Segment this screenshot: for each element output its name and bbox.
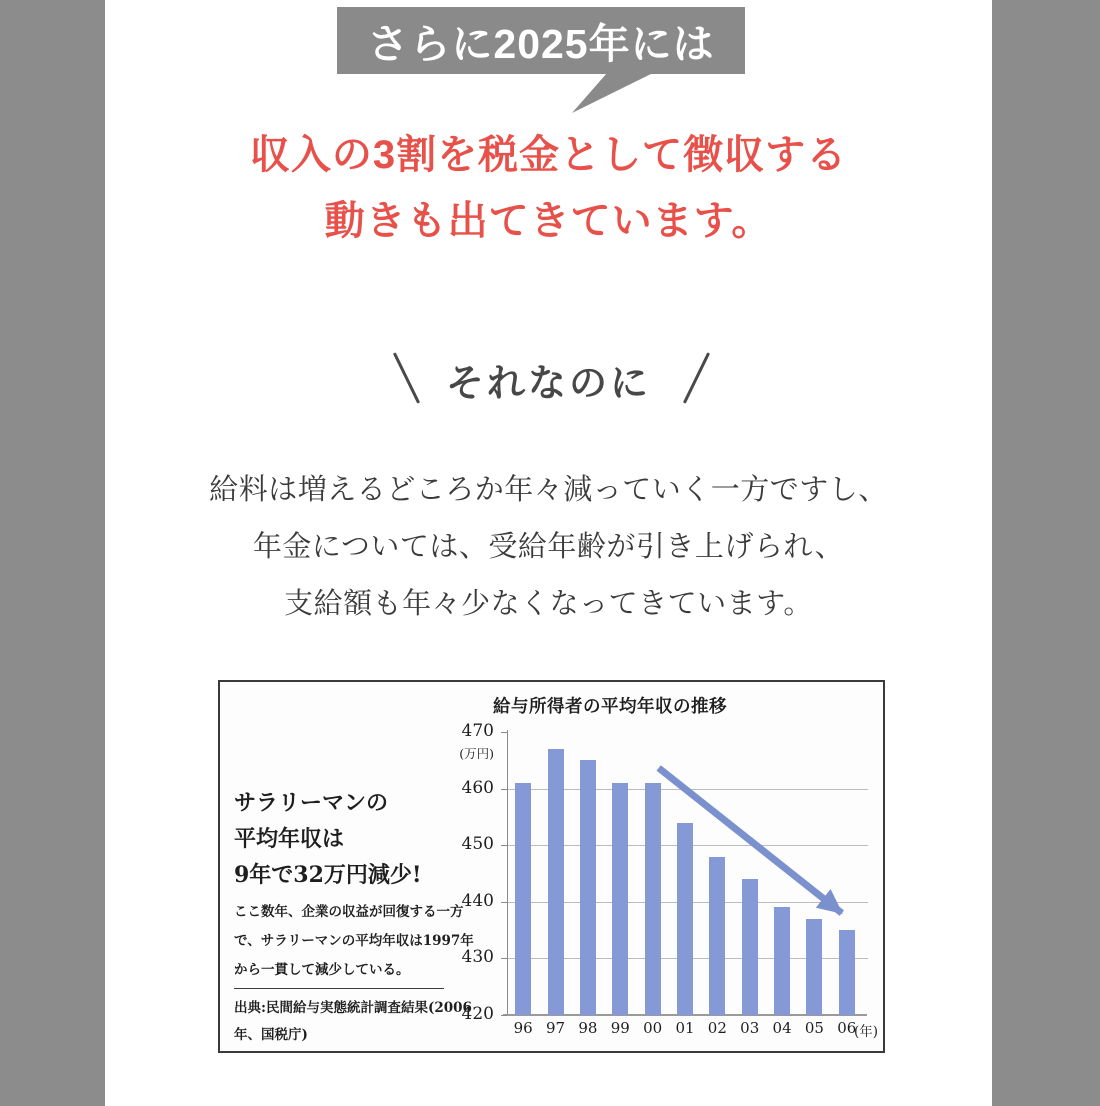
content-area xyxy=(105,0,992,1106)
x-tick-label-01: 01 xyxy=(675,1019,695,1037)
bar-00 xyxy=(645,783,661,1015)
bar-98 xyxy=(580,760,596,1015)
clipping-headline-line-1: サラリーマンの xyxy=(234,790,389,816)
y-tick-mark-430 xyxy=(501,958,507,959)
bar-06 xyxy=(839,930,855,1015)
y-tick-label-450: 450 xyxy=(461,834,494,855)
y-tick-label-440: 440 xyxy=(461,890,494,911)
bar-96 xyxy=(515,783,531,1015)
clipping-headline-line-3: 9年で32万円減少! xyxy=(234,862,422,888)
interjection-text: それなのに xyxy=(445,363,651,405)
red-heading xyxy=(105,122,992,254)
chart-title: 給与所得者の平均年収の推移 xyxy=(493,697,727,717)
speech-bubble xyxy=(337,7,745,74)
x-tick-label-96: 96 xyxy=(513,1019,533,1037)
clipping-headline xyxy=(234,785,422,893)
red-heading-line-2: 動きも出てきています。 xyxy=(324,199,773,243)
clipping-source-line-2: 年、国税庁) xyxy=(234,1027,308,1043)
x-tick-label-97: 97 xyxy=(545,1019,566,1037)
clipping-body xyxy=(234,898,474,985)
x-tick-label-00: 00 xyxy=(643,1019,663,1037)
x-tick-label-03: 03 xyxy=(740,1019,760,1037)
clipping-divider xyxy=(234,988,444,989)
x-tick-label-98: 98 xyxy=(578,1019,598,1037)
y-tick-label-460: 460 xyxy=(461,777,494,798)
bar-04 xyxy=(774,907,790,1015)
y-tick-mark-420 xyxy=(501,1015,507,1016)
clipping-body-line-1: ここ数年、企業の収益が回復する一方 xyxy=(234,904,464,920)
x-tick-label-02: 02 xyxy=(707,1019,727,1037)
salary-chart-figure xyxy=(218,680,885,1053)
y-tick-mark-450 xyxy=(501,845,507,846)
x-tick-label-06: 06 xyxy=(837,1019,857,1037)
bar-97 xyxy=(548,749,564,1015)
left-gray-sidebar xyxy=(0,0,105,1106)
bar-03 xyxy=(742,879,758,1015)
y-tick-label-470: 470 xyxy=(461,721,494,741)
interjection-section xyxy=(105,348,992,412)
red-heading-line-1: 収入の3割を税金として徴収する xyxy=(249,133,848,177)
y-tick-mark-440 xyxy=(501,902,507,903)
clipping-body-line-2: で、サラリーマンの平均年収は1997年 xyxy=(234,933,474,949)
x-axis-suffix-label: (年) xyxy=(854,1024,879,1040)
intro-paragraph xyxy=(105,462,992,633)
bar-99 xyxy=(612,783,628,1015)
speech-bubble-tail-icon xyxy=(337,73,667,115)
x-tick-label-99: 99 xyxy=(610,1019,630,1037)
paragraph-line-1: 給料は増えるどころか年々減っていく一方ですし、 xyxy=(209,474,888,506)
speech-bubble-text: さらに2025年には xyxy=(367,21,715,67)
y-tick-mark-460 xyxy=(501,789,507,790)
right-gray-sidebar xyxy=(992,0,1100,1106)
bar-05 xyxy=(806,919,822,1015)
x-tick-label-04: 04 xyxy=(772,1019,792,1037)
paragraph-line-2: 年金については、受給年齢が引き上げられ、 xyxy=(252,531,845,563)
y-tick-label-430: 430 xyxy=(461,947,494,968)
y-tick-mark-470 xyxy=(501,732,507,733)
y-axis-unit-label: (万円) xyxy=(459,746,494,761)
y-tick-label-420: 420 xyxy=(461,1004,494,1024)
y-axis xyxy=(507,730,508,1015)
clipping-body-line-3: から一貫して減少している。 xyxy=(234,962,410,978)
bar-01 xyxy=(677,823,693,1015)
bar-02 xyxy=(709,857,725,1015)
x-tick-label-05: 05 xyxy=(804,1019,824,1037)
clipping-source-line-1: 出典:民間給与実態統計調査結果(2006 xyxy=(234,1000,472,1016)
clipping-headline-line-2: 平均年収は xyxy=(234,826,345,852)
paragraph-line-3: 支給額も年々少なくなってきています。 xyxy=(284,588,813,620)
